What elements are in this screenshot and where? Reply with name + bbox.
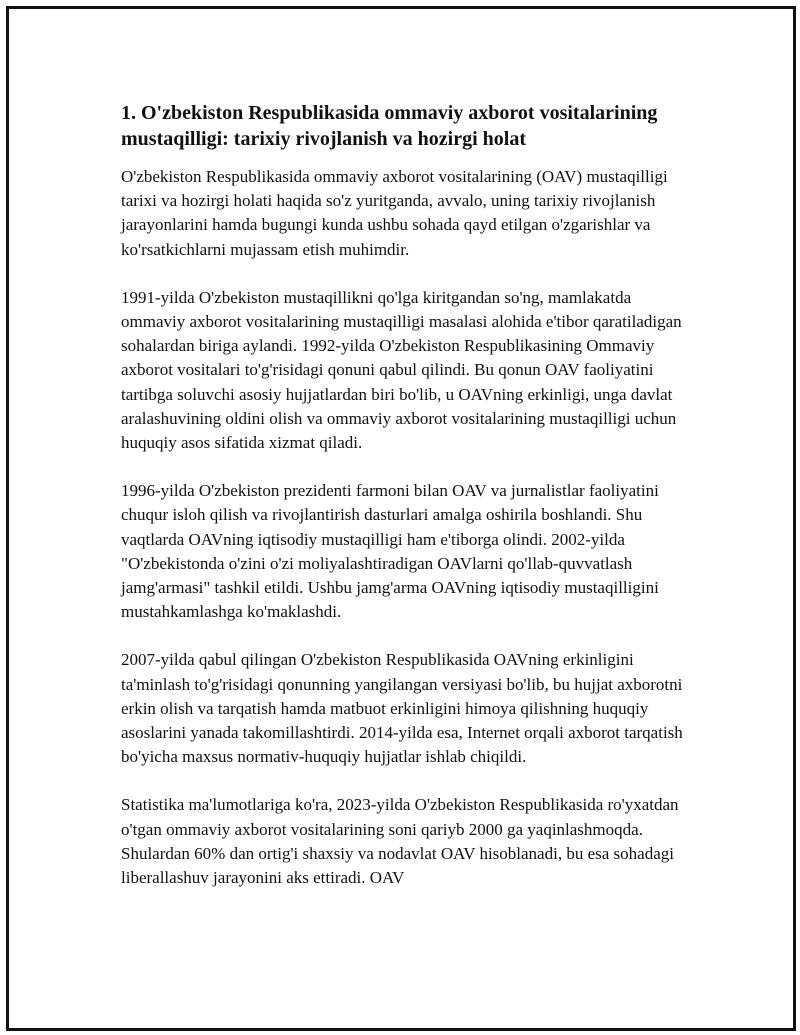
paragraph-intro: O'zbekiston Respublikasida ommaviy axborot vositalarining (OAV) mustaqilligi tarixi va hozirgi holati haqida so'z yuritganda, avvalo, uning tarixiy rivojlanish jarayonlarini hamda bugungi kunda ushbu sohada qayd etilgan o'zgarishlar va ko'rsatkichlarni mujassam etish muhimdir. bbox=[121, 167, 668, 259]
document-body bbox=[121, 100, 693, 914]
paragraph-1996: 1996-yilda O'zbekiston prezidenti farmoni bilan OAV va jurnalistlar faoliyatini chuqur isloh qilish va rivojlantirish dasturlari amalga oshirila boshlandi. Shu vaqtlarda OAVning iqtisodiy mustaqilligi ham e'tiborga olindi. 2002-yilda "O'zbekistonda o'zini o'zi moliyalashtiradigan OAVlarni qo'llab-quvvatlash jamg'armasi" tashkil etildi. Ushbu jamg'arma OAVning iqtisodiy mustaqilligini mustahkamlashga ko'maklashdi. bbox=[121, 481, 659, 622]
paragraph-1991: 1991-yilda O'zbekiston mustaqillikni qo'lga kiritgandan so'ng, mamlakatda ommaviy axborot vositalarining mustaqilligi masalasi alohida e'tibor qaratiladigan sohalardan biriga aylandi. 1992-yilda O'zbekiston Respublikasining Ommaviy axborot vositalari to'g'risidagi qonuni qabul qilindi. Bu qonun OAV faoliyatini tartibga soluvchi asosiy hujjatlardan biri bo'lib, u OAVning erkinligi, unga davlat aralashuvining oldini olish va ommaviy axborot vositalarining mustaqilligi uchun huquqiy asos sifatida xizmat qiladi. bbox=[121, 287, 682, 453]
paragraph-2007: 2007-yilda qabul qilingan O'zbekiston Respublikasida OAVning erkinligini ta'minlash to'g'risidagi qonunning yangilangan versiyasi bo'lib, bu hujjat axborotni erkin olish va tarqatish hamda matbuot erkinligini himoya qilishning huquqiy asoslarini yanada takomillashtirdi. 2014-yilda esa, Internet orqali axborot tarqatish bo'yicha maxsus normativ-huquqiy hujjatlar ishlab chiqildi. bbox=[121, 650, 683, 767]
paragraph-statistics: Statistika ma'lumotlariga ko'ra, 2023-yilda O'zbekiston Respublikasida ro'yxatdan o'tgan ommaviy axborot vositalarining soni qariyb 2000 ga yaqinlashmoqda. Shulardan 60% dan ortig'i shaxsiy va nodavlat OAV hisoblanadi, bu esa sohadagi liberallashuv jarayonini aks ettiradi. OAV bbox=[121, 795, 679, 888]
page-border-frame bbox=[6, 6, 796, 1031]
section-heading: 1. O'zbekiston Respublikasida ommaviy axborot vositalarining mustaqilligi: tarixiy rivojlanish va hozirgi holat bbox=[121, 102, 658, 150]
